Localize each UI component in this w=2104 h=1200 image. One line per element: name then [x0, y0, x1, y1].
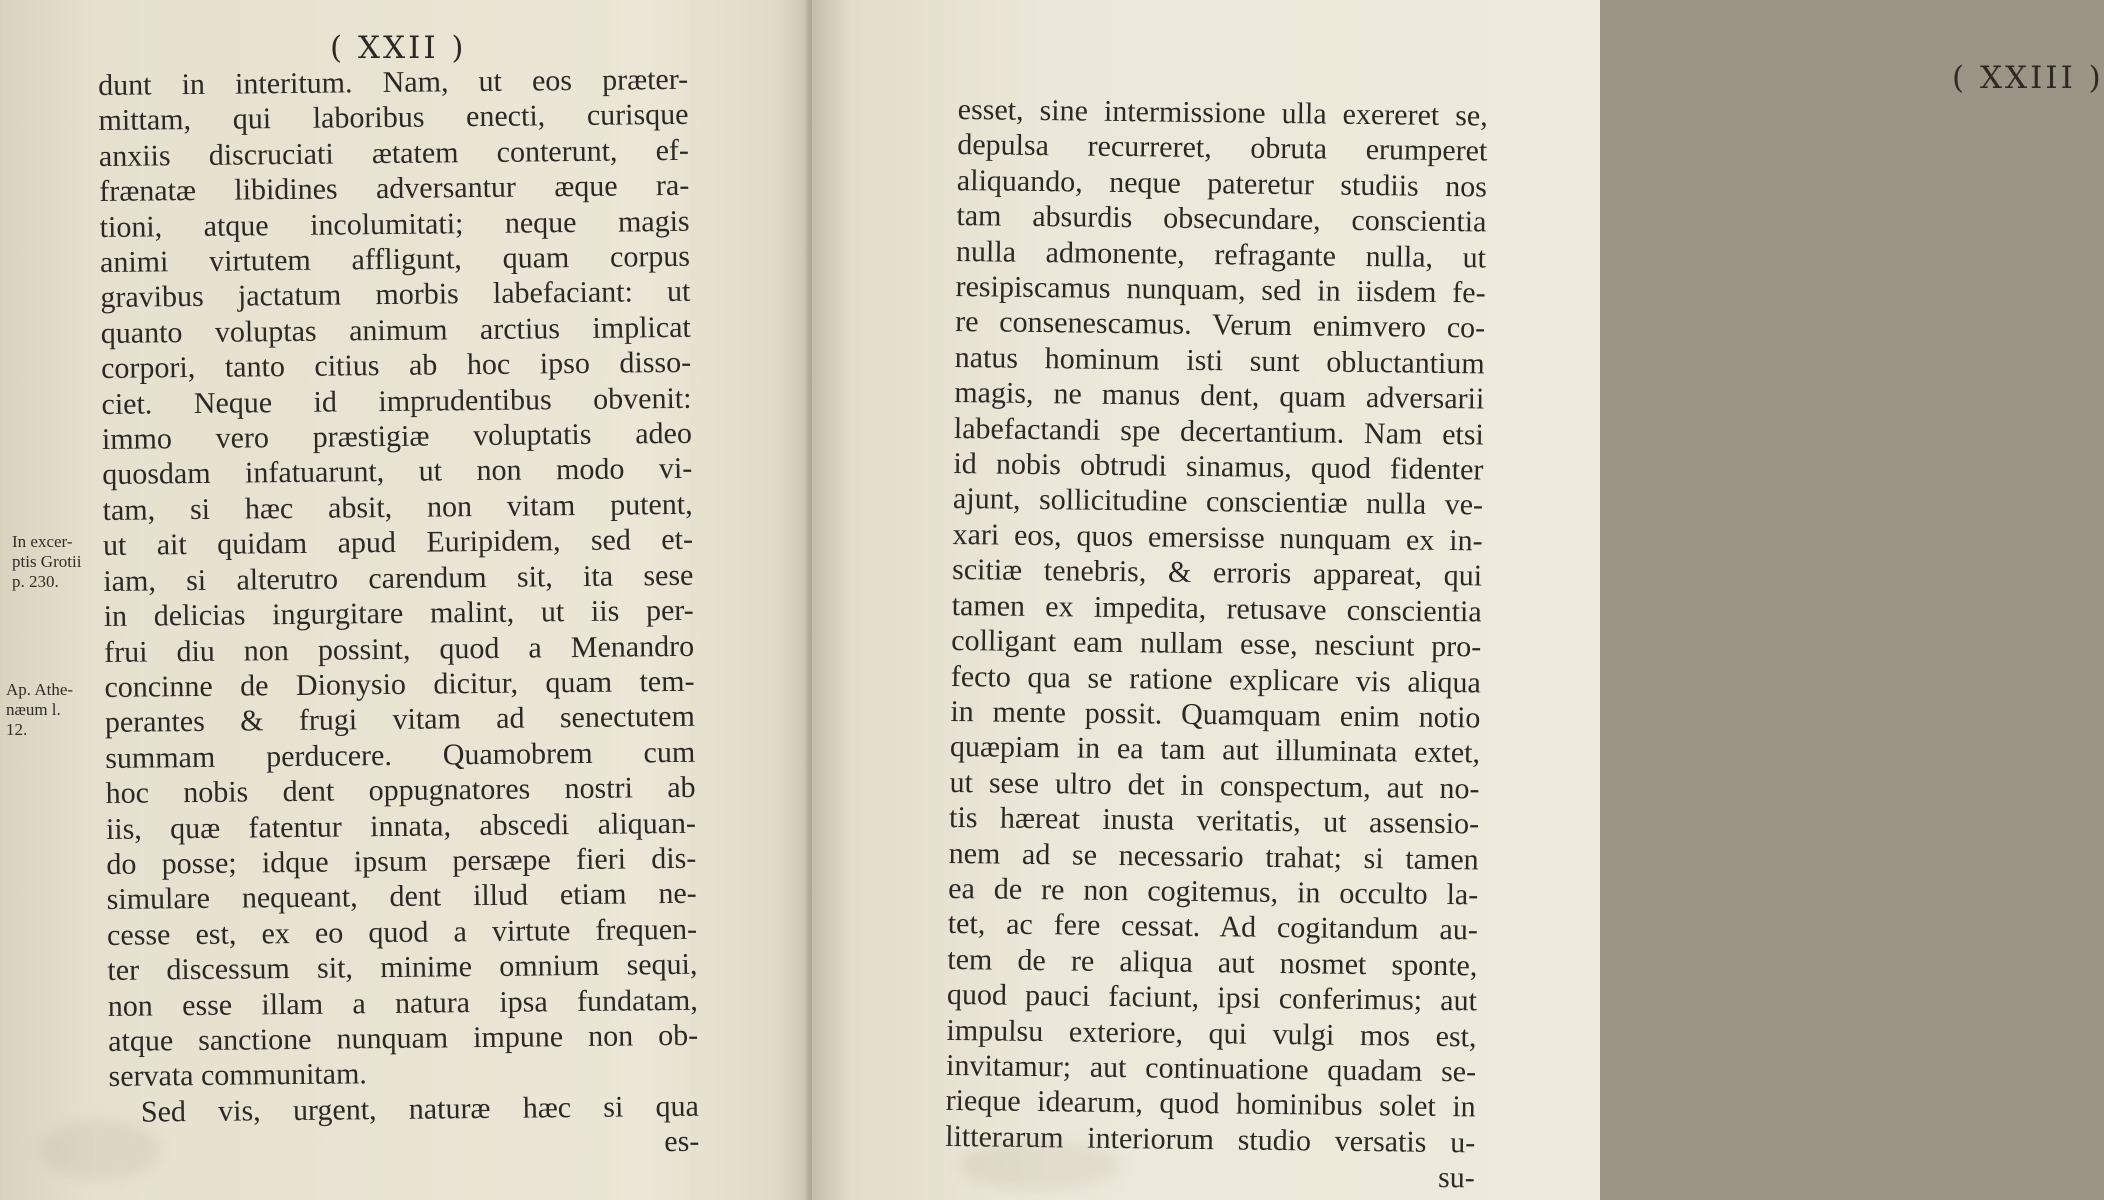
- text-line: non esse illam a natura ipsa fundatam,: [107, 983, 698, 1023]
- text-line: tam, si hæc absit, non vitam putent,: [102, 487, 693, 527]
- text-line: magis, ne manus dent, quam adversarii: [954, 376, 1485, 416]
- text-line: nem ad se necessario trahat; si tamen: [948, 836, 1479, 876]
- margin-note-line: In excer-: [12, 532, 73, 551]
- margin-note-grotius: [12, 532, 81, 592]
- text-line: perantes & frugi vitam ad senectutem: [104, 700, 695, 740]
- text-line: animi virtutem affligunt, quam corpus: [99, 239, 691, 280]
- text-line: natus hominum isti sunt obluctantium: [954, 340, 1485, 381]
- left-page-number: ( XXII ): [330, 30, 467, 66]
- text-line: nulla admonente, refragante nulla, ut: [955, 234, 1487, 275]
- text-line: concinne de Dionysio dicitur, quam tem-: [104, 664, 695, 704]
- text-line: frui diu non possint, quod a Menandro: [103, 629, 695, 669]
- text-line: mittam, qui laboribus enecti, curisque: [98, 98, 689, 138]
- margin-note-line: næum l.: [6, 700, 61, 719]
- text-line: gravibus jactatum morbis labefaciant: ut: [100, 275, 691, 315]
- text-line: xari eos, quos emersisse nunquam ex in-: [952, 517, 1483, 558]
- text-line: anxiis discruciati ætatem conterunt, ef-: [98, 133, 690, 173]
- text-line: colligant eam nullam esse, nesciunt pro-: [951, 624, 1482, 664]
- text-line: scitiæ tenebris, & erroris appareat, qui: [951, 553, 1483, 593]
- text-line: fecto qua se ratione explicare vis aliqua: [950, 659, 1482, 699]
- text-line: litterarum interiorum studio versatis u-: [945, 1119, 1476, 1160]
- text-line: tem de re aliqua aut nosmet sponte,: [947, 942, 1478, 983]
- text-line: id nobis obtrudi sinamus, quod fidenter: [953, 447, 1484, 487]
- text-line: dunt in interitum. Nam, ut eos præter-: [98, 62, 689, 102]
- margin-note-line: 12.: [6, 720, 28, 739]
- catchword: es-: [664, 1124, 700, 1159]
- text-line: tis hæreat inusta veritatis, ut assensio-: [948, 801, 1480, 841]
- text-line: impulsu exteriore, qui vulgi mos est,: [946, 1013, 1477, 1053]
- text-line: servata communitam.: [108, 1057, 367, 1094]
- left-page: [0, 0, 810, 1200]
- text-line: ajunt, sollicitudine conscientiæ nulla ve-: [952, 482, 1484, 522]
- text-line: depulsa recurreret, obruta erumperet: [957, 128, 1488, 168]
- text-line: esset, sine intermissione ulla exereret se,: [957, 92, 1488, 133]
- text-line: iis, quæ fatentur innata, abscedi aliquan-: [105, 806, 697, 846]
- text-line: frænatæ libidines adversantur æque ra-: [99, 169, 690, 209]
- margin-note-line: ptis Grotii: [12, 552, 82, 571]
- text-line: iam, si alterutro carendum sit, ita sese: [103, 558, 694, 598]
- text-line: ut sese ultro det in conspectum, aut no-: [949, 765, 1480, 806]
- paragraph-start-line: Sed vis, urgent, naturæ hæc si qua: [140, 1089, 700, 1129]
- text-line: quosdam infatuarunt, ut non modo vi-: [102, 452, 693, 492]
- left-page-text: [98, 62, 699, 1166]
- text-line: tioni, atque incolumitati; neque magis: [99, 204, 690, 244]
- right-page-text: [945, 92, 1488, 1196]
- text-line: summam perducere. Quamobrem cum: [105, 735, 696, 775]
- text-line: tam absurdis obsecundare, conscientia: [956, 199, 1487, 239]
- paper-stain: [40, 1120, 160, 1180]
- text-line: quanto voluptas animum arctius implicat: [100, 310, 691, 350]
- text-line: hoc nobis dent oppugnatores nostri ab: [105, 770, 696, 811]
- right-page-number: ( XXIII ): [1952, 60, 2104, 96]
- text-line: ter discessum sit, minime omnium sequi,: [107, 947, 698, 988]
- text-line: quod pauci faciunt, ipsi conferimus; aut: [946, 978, 1478, 1018]
- text-line: invitamur; aut continuatione quadam se-: [945, 1048, 1477, 1089]
- text-line: immo vero præstigiæ voluptatis adeo: [101, 416, 693, 457]
- paper-stain: [960, 1140, 1120, 1190]
- text-line: simulare nequeant, dent illud etiam ne-: [106, 877, 697, 917]
- margin-note-line: Ap. Athe-: [6, 680, 74, 699]
- text-line: corpori, tanto citius ab hoc ipso disso-: [100, 346, 692, 386]
- text-line: ea de re non cogitemus, in occulto la-: [948, 871, 1479, 912]
- text-line: do posse; idque ipsum persæpe fieri dis-: [106, 841, 697, 881]
- text-line: labefactandi spe decertantium. Nam etsi: [953, 411, 1485, 452]
- text-line: quæpiam in ea tam aut illuminata extet,: [949, 730, 1481, 770]
- text-line: re consenescamus. Verum enimvero co-: [954, 305, 1486, 345]
- text-line: aliquando, neque pateretur studiis nos: [956, 163, 1488, 204]
- text-line: ciet. Neque id imprudentibus obvenit:: [101, 381, 692, 421]
- margin-note-line: p. 230.: [12, 572, 59, 591]
- text-line: tet, ac fere cessat. Ad cogitandum au-: [947, 907, 1478, 947]
- text-line: resipiscamus nunquam, sed in iisdem fe-: [955, 270, 1486, 310]
- margin-note-athenaeum: [6, 680, 73, 740]
- text-line: rieque idearum, quod hominibus solet in: [945, 1084, 1476, 1124]
- text-line: in delicias ingurgitare malint, ut iis per-: [103, 593, 694, 634]
- text-line: ut ait quidam apud Euripidem, sed et-: [102, 523, 694, 563]
- text-line: atque sanctione nunquam impune non ob-: [108, 1018, 699, 1058]
- text-line: tamen ex impedita, retusave conscientia: [951, 588, 1482, 629]
- text-line: in mente possit. Quamquam enim notio: [950, 694, 1481, 735]
- catchword: su-: [1437, 1161, 1475, 1195]
- text-line: cesse est, ex eo quod a virtute frequen-: [106, 912, 698, 952]
